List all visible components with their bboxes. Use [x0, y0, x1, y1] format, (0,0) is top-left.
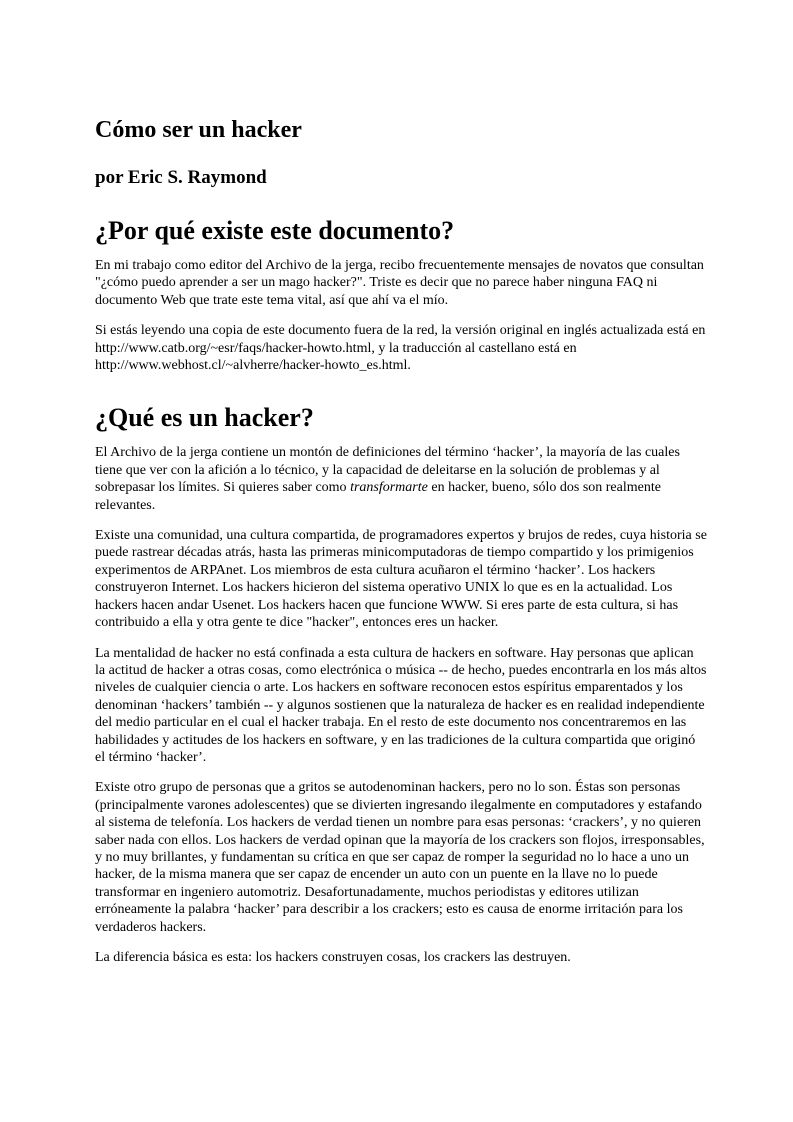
document-page [95, 112, 707, 966]
paragraph-text: en hacker, bueno, sólo dos son realmente relevantes. [95, 480, 661, 513]
paragraph-text: El Archivo de la jerga contiene un montón de definiciones del término ‘hacker’, la mayoría de las cuales tiene que ver con la afición a lo técnico, y la capacidad de deleitarse en la solución de problemas y al sobrepasar los límites. Si quieres saber como [95, 445, 680, 496]
paragraph [95, 444, 707, 514]
paragraph: Existe una comunidad, una cultura compartida, de programadores expertos y brujos de redes, cuya historia se puede rastrear décadas atrás, hasta las primeras minicomputadoras de tiempo compartido y los primigenios experimentos de ARPAnet. Los miembros de esta cultura acuñaron el término ‘hacker’. Los hackers construyeron Internet. Los hackers hicieron del sistema operativo UNIX lo que es en la actualidad. Los hackers hacen andar Usenet. Los hackers hacen que funcione WWW. Si eres parte de esta cultura, si has contribuido a ella y otra gente te dice "hacker", entonces eres un hacker. [95, 528, 707, 631]
section-heading-por-que: ¿Por qué existe este documento? [95, 216, 455, 245]
document-title: Cómo ser un hacker [95, 117, 302, 143]
paragraph: La diferencia básica es esta: los hackers construyen cosas, los crackers las destruyen. [95, 950, 571, 965]
section-heading-que-es: ¿Qué es un hacker? [95, 403, 314, 433]
document-author: por Eric S. Raymond [95, 167, 267, 188]
paragraph: La mentalidad de hacker no está confinada a esta cultura de hackers en software. Hay personas que aplican la actitud de hacker a otras cosas, como electrónica o música -- de hecho, puedes encontrarla en los más altos niveles de cualquier ciencia o arte. Los hackers en software reconocen estos espíritus emparentados y los denominan ‘hackers’ también -- y algunos sostienen que la naturaleza de hacker es en realidad independiente del medio particular en el cual el hacker trabaja. En el resto de este documento nos concentraremos en las habilidades y actitudes de los hackers en software, y en las tradiciones de la cultura compartida que originó el término ‘hacker’. [95, 645, 707, 765]
paragraph: Existe otro grupo de personas que a gritos se autodenominan hackers, pero no lo son. Éstas son personas (principalmente varones adolescentes) que se divierten ingresando ilegalmente en computadores y estafando al sistema de telefonía. Los hackers de verdad tienen un nombre para esas personas: ‘crackers’, y no quieren saber nada con ellos. Los hackers de verdad opinan que la mayoría de los crackers son flojos, irresponsables, y no muy brillantes, y fundamentan su crítica en que ser capaz de romper la seguridad no lo hace a uno un hacker, de la misma manera que ser capaz de encender un auto con un puente en la llave no lo puede transformar en ingeniero automotriz. Desafortunadamente, muchos periodistas y editores utilizan erróneamente la palabra ‘hacker’ para describir a los crackers; esto es causa de enorme irritación para los verdaderos hackers. [95, 780, 705, 935]
paragraph: En mi trabajo como editor del Archivo de la jerga, recibo frecuentemente mensajes de novatos que consultan "¿cómo puedo aprender a ser un mago hacker?". Triste es decir que no parece haber ninguna FAQ ni documento Web que trate este tema vital, así que ahí va el mío. [95, 258, 704, 308]
paragraph: Si estás leyendo una copia de este documento fuera de la red, la versión original en inglés actualizada está en http://www.catb.org/~esr/faqs/hacker-howto.html, y la traducción al castellano está en http://www.webhost.cl/~alvherre/hacker-howto_es.html. [95, 323, 706, 374]
emphasized-term: transformarte [350, 480, 428, 496]
